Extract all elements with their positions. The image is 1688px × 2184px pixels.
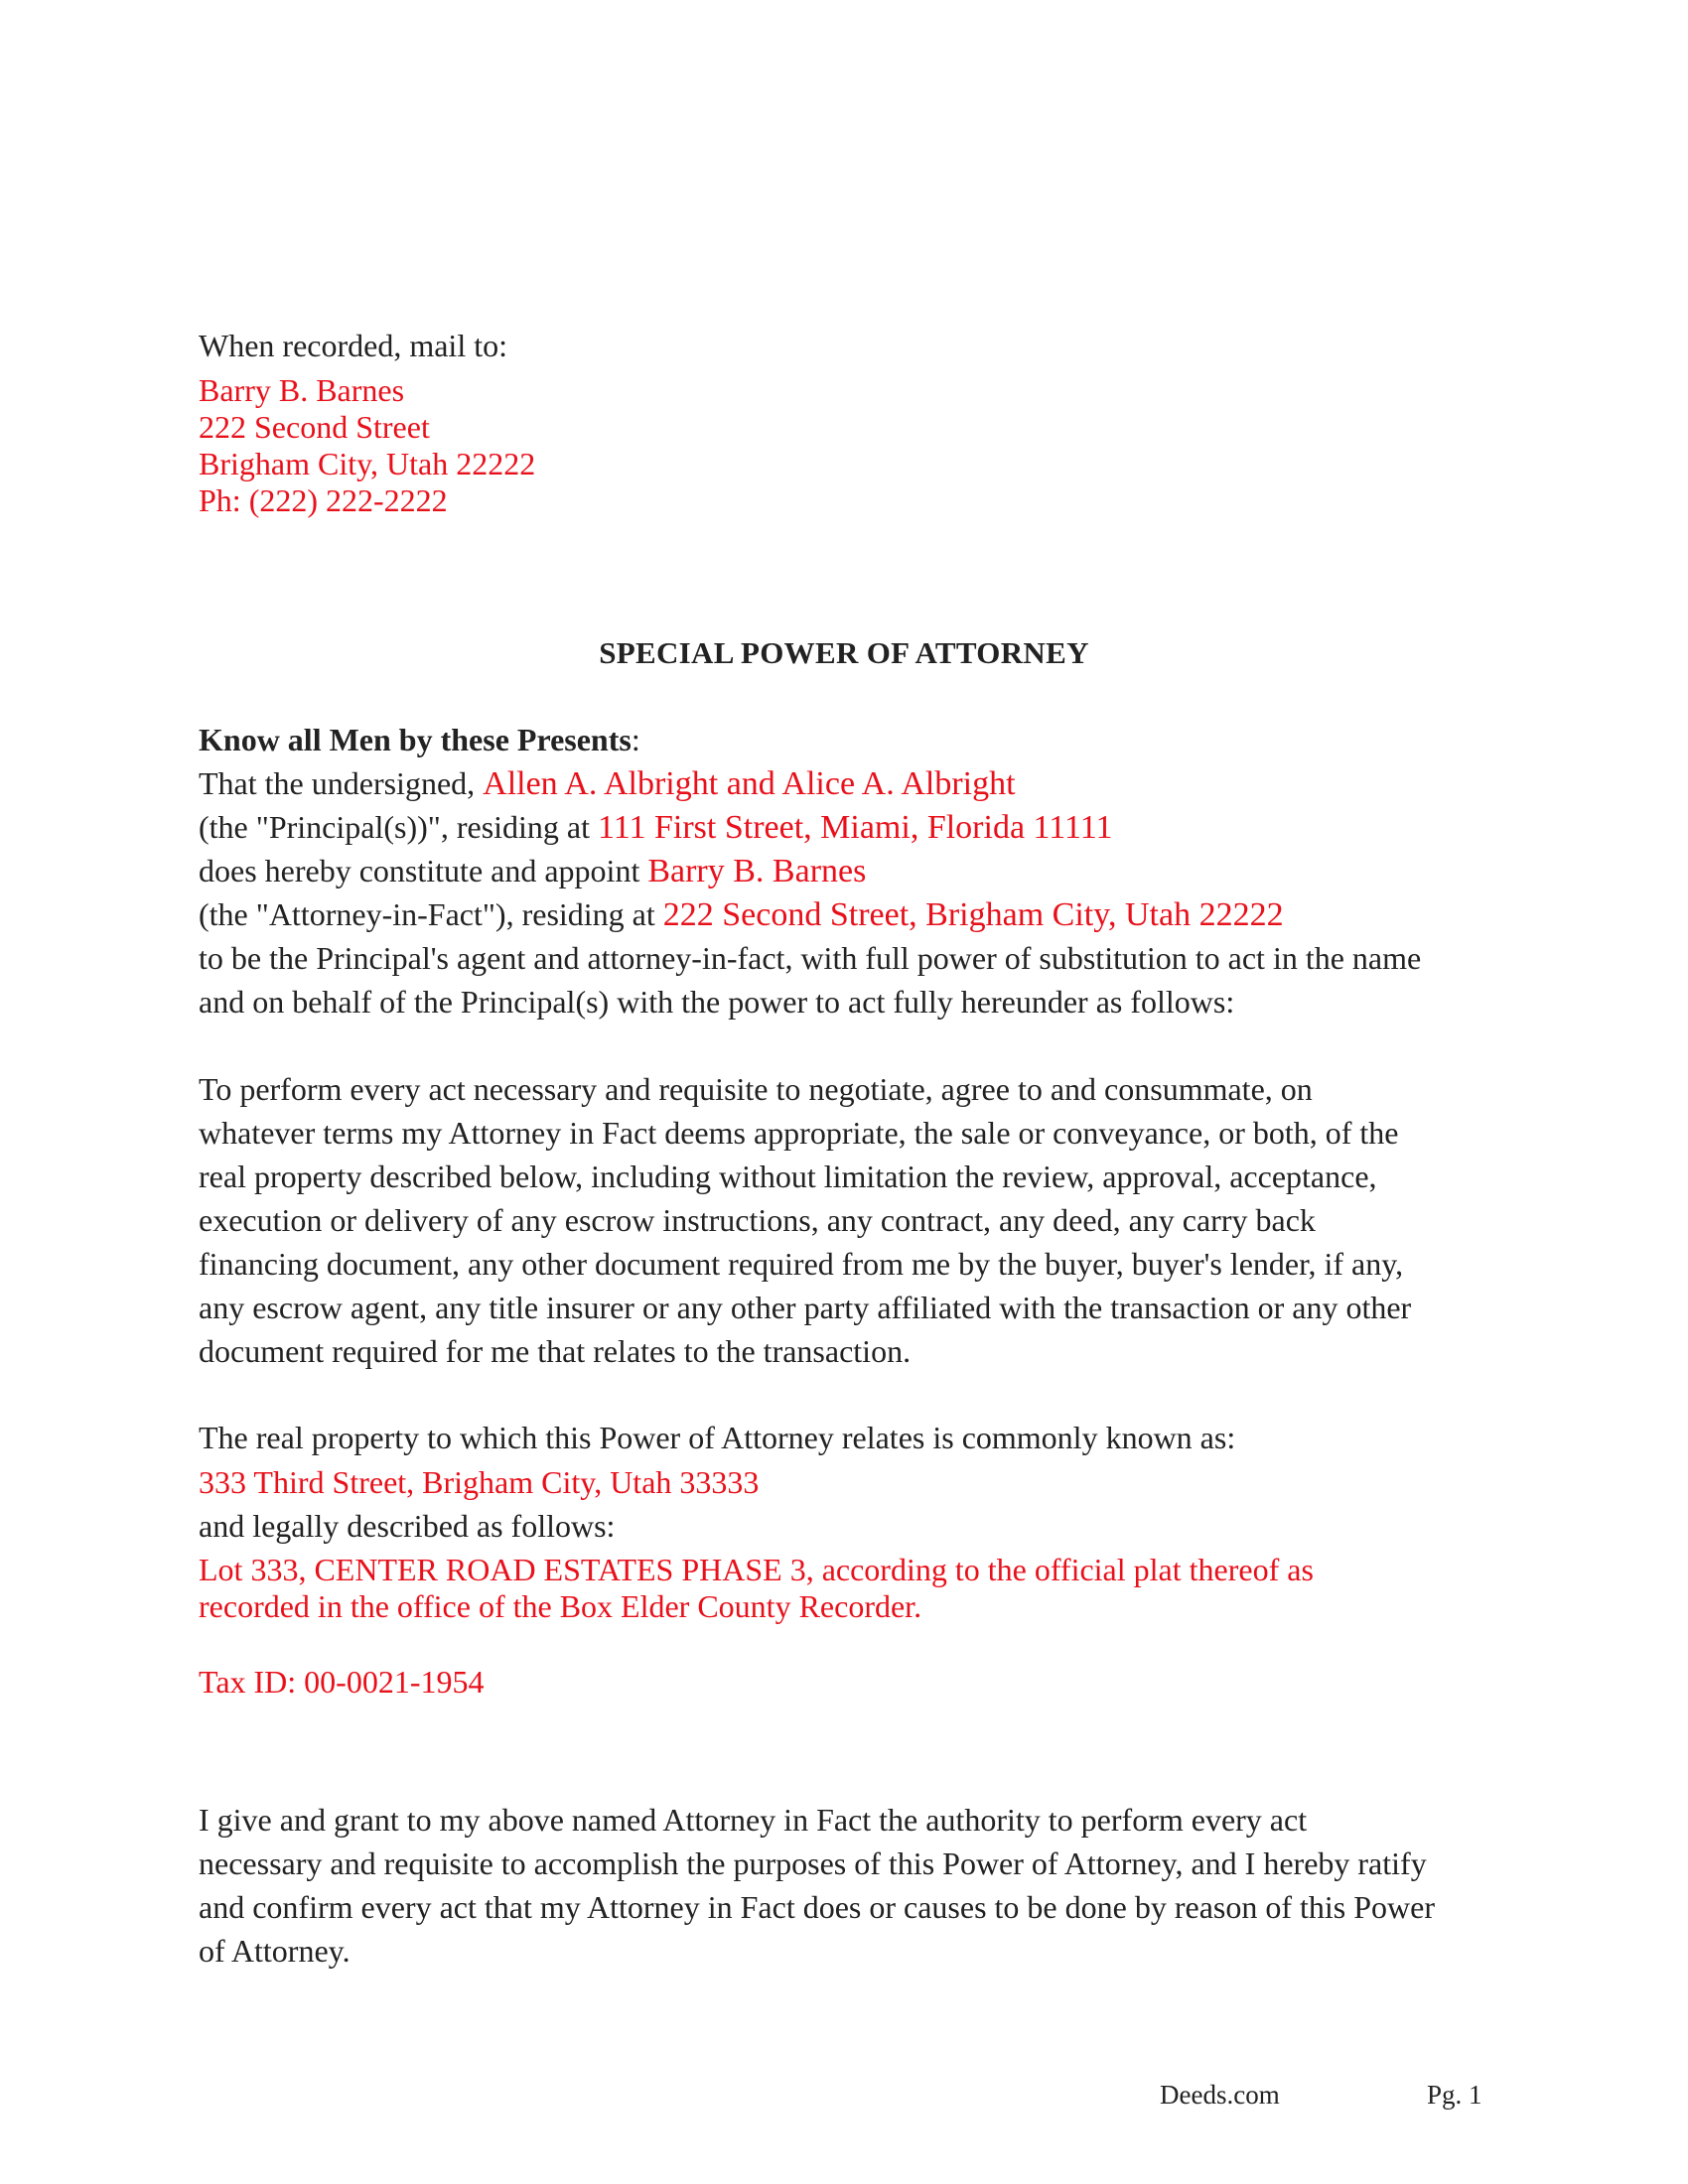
tax-id	[199, 1664, 1489, 1704]
mail-to-phone: Ph: (222) 222-2222	[199, 482, 448, 518]
tax-id-text: Tax ID: 00-0021-1954	[199, 1664, 485, 1700]
attorney-address: 222 Second Street, Brigham City, Utah 22222	[662, 896, 1284, 933]
ratification-paragraph	[199, 1802, 1489, 1980]
intro-line3-prefix: does hereby constitute and appoint	[199, 853, 640, 888]
paragraph-line: of Attorney.	[199, 1933, 351, 1969]
paragraph-line: and confirm every act that my Attorney in Fact does or causes to be done by reason of this Power	[199, 1889, 1435, 1925]
intro-line-appoint	[199, 853, 866, 890]
footer-site-name: Deeds.com	[1160, 2080, 1280, 2110]
footer-page-number: Pg. 1	[1427, 2080, 1482, 2110]
principal-address: 111 First Street, Miami, Florida 11111	[598, 809, 1113, 846]
legal-description-line: Lot 333, CENTER ROAD ESTATES PHASE 3, according to the official plat thereof as	[199, 1552, 1314, 1587]
intro-line4-prefix: (the "Attorney-in-Fact"), residing at	[199, 896, 655, 932]
legal-description	[199, 1552, 1489, 1631]
mail-to-street: 222 Second Street	[199, 409, 430, 445]
authority-paragraph	[199, 1071, 1489, 1369]
intro-heading: Know all Men by these Presents	[199, 722, 632, 757]
intro-line5: to be the Principal's agent and attorney-in-fact, with full power of substitution to act in the name	[199, 940, 1422, 976]
property-intro: The real property to which this Power of Attorney relates is commonly known as:	[199, 1420, 1236, 1455]
attorney-name: Barry B. Barnes	[647, 853, 867, 889]
paragraph-line: To perform every act necessary and requisite to negotiate, agree to and consummate, on	[199, 1071, 1313, 1107]
paragraph-line: real property described below, including without limitation the review, approval, acceptance,	[199, 1159, 1377, 1194]
mail-to-heading: When recorded, mail to:	[199, 328, 507, 363]
document-title: SPECIAL POWER OF ATTORNEY	[599, 635, 1089, 670]
legal-description-line: recorded in the office of the Box Elder County Recorder.	[199, 1588, 922, 1624]
principal-names: Allen A. Albright and Alice A. Albright	[483, 765, 1016, 802]
intro-line-principal-address	[199, 809, 1112, 847]
intro-line-attorney-address	[199, 896, 1284, 934]
paragraph-line: execution or delivery of any escrow instructions, any contract, any deed, any carry back	[199, 1202, 1316, 1238]
paragraph-line: financing document, any other document required from me by the buyer, buyer's lender, if any,	[199, 1246, 1404, 1282]
paragraph-line: any escrow agent, any title insurer or any other party affiliated with the transaction or any other	[199, 1290, 1412, 1325]
paragraph-line: whatever terms my Attorney in Fact deems appropriate, the sale or conveyance, or both, of the	[199, 1115, 1399, 1151]
paragraph-line: I give and grant to my above named Attorney in Fact the authority to perform every act	[199, 1802, 1308, 1838]
intro-line1-prefix: That the undersigned,	[199, 765, 476, 801]
legal-description-intro: and legally described as follows:	[199, 1508, 616, 1544]
intro-line2-prefix: (the "Principal(s))", residing at	[199, 809, 591, 845]
intro-block	[199, 722, 1489, 1020]
intro-heading-colon: :	[631, 722, 640, 757]
mail-to-block	[199, 328, 1489, 518]
property-block	[199, 1420, 1489, 1549]
paragraph-line: document required for me that relates to the transaction.	[199, 1333, 912, 1369]
intro-heading-line	[199, 722, 640, 758]
paragraph-line: necessary and requisite to accomplish the purposes of this Power of Attorney, and I hereby ratify	[199, 1845, 1427, 1881]
intro-line-principals	[199, 765, 1016, 803]
mail-to-city: Brigham City, Utah 22222	[199, 446, 536, 481]
mail-to-name: Barry B. Barnes	[199, 372, 405, 408]
property-address: 333 Third Street, Brigham City, Utah 33333	[199, 1464, 760, 1500]
intro-line6: and on behalf of the Principal(s) with the power to act fully hereunder as follows:	[199, 984, 1235, 1020]
